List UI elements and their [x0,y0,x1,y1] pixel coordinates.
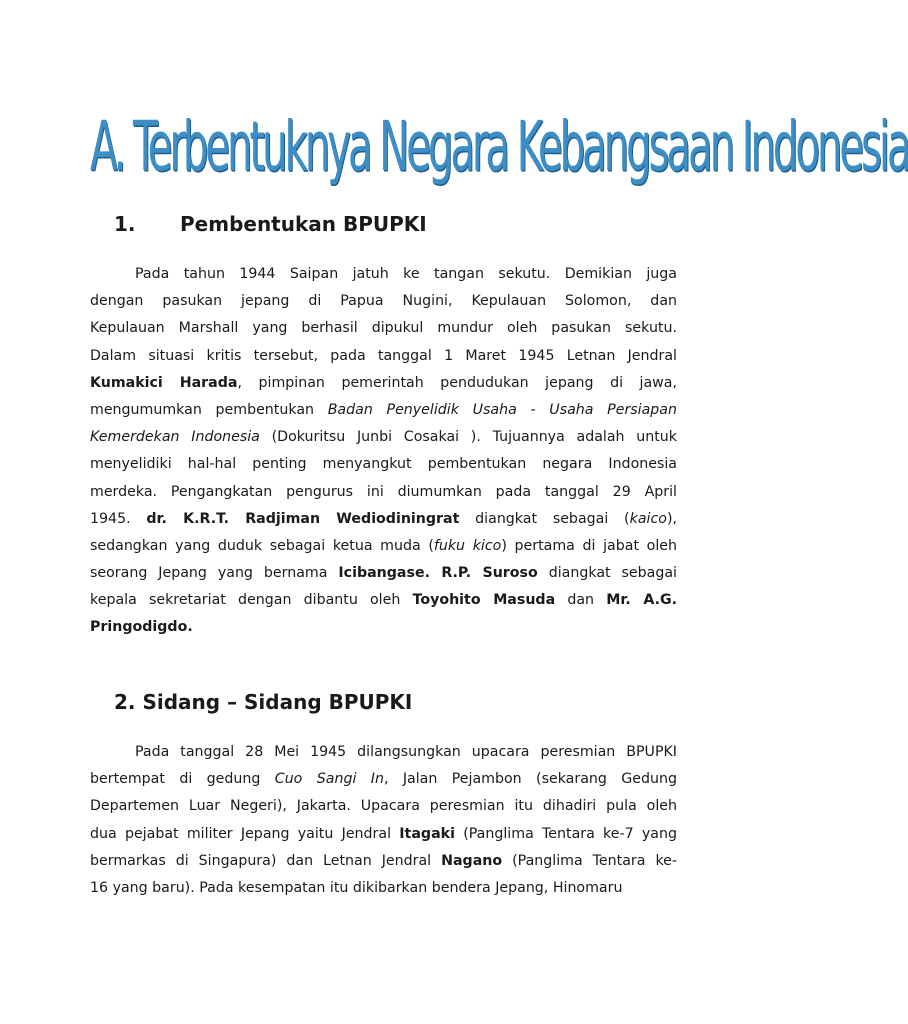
text-run: Kepulauan Marshall yang berhasil dipukul mundur oleh pasukan sekutu. [90,320,677,337]
paragraph-line [90,560,677,587]
text-run: 1945. [90,510,147,527]
text-run: bermarkas di Singapura) dan Letnan Jendral [90,852,442,869]
text-run: bertempat di gedung [90,771,275,788]
paragraph-line [90,875,677,902]
section-1-paragraph [90,261,677,642]
text-run: Dalam situasi kritis tersebut, pada tanggal 1 Maret 1945 Letnan Jendral [90,347,677,364]
text-run: Departemen Luar Negeri), Jakarta. Upacara peresmian itu dihadiri pula oleh [90,798,677,815]
bold-text: Nagano [441,852,503,869]
text-run: sedangkan yang duduk sebagai ketua muda ( [90,537,434,554]
text-run: (Panglima Tentara ke-7 yang [454,825,677,842]
italic-text: kaico [629,510,667,527]
paragraph-line [90,739,677,766]
section-2-paragraph [90,739,677,902]
bold-text: Icibangase. R.P. Suroso [338,565,538,582]
text-run: (Dokuritsu Junbi Cosakai ). Tujuannya adalah untuk [259,429,677,446]
paragraph-line [90,848,677,875]
paragraph-line [90,288,677,315]
text-run: dengan pasukan jepang di Papua Nugini, Kepulauan Solomon, dan [90,293,677,310]
section-1-title: Pembentukan BPUPKI [180,212,427,236]
paragraph-line [90,821,677,848]
bold-text: Kumakici Harada [90,374,238,391]
text-run: ), [666,510,677,527]
italic-text: fuku kico [433,537,502,554]
text-run: dan [555,592,607,609]
paragraph-line [90,343,677,370]
text-run: ) pertama di jabat oleh [501,537,677,554]
paragraph-line [90,766,677,793]
section-1-number: 1. [114,212,136,236]
paragraph-line [90,424,677,451]
paragraph-line [90,533,677,560]
paragraph-line [90,370,677,397]
paragraph-line [90,315,677,342]
bold-text: Pringodigdo. [90,619,193,636]
text-run: Pada tahun 1944 Saipan jatuh ke tangan sekutu. Demikian juga [135,266,677,282]
text-run: mengumumkan pembentukan [90,401,328,418]
paragraph-line [90,261,677,288]
bold-text: dr. K.R.T. Radjiman Wediodiningrat [146,510,460,527]
text-run: Pada tanggal 28 Mei 1945 dilangsungkan upacara peresmian BPUPKI [135,744,677,760]
bold-text: Toyohito Masuda [412,592,556,609]
page-title: A. Terbentuknya Negara Kebangsaan Indonesia [90,108,908,188]
text-run: diangkat sebagai ( [459,510,630,527]
bold-text: Itagaki [399,825,455,842]
section-2-heading: 2. Sidang – Sidang BPUPKI [114,690,413,714]
bold-text: Mr. A.G. [606,592,677,609]
text-run: kepala sekretariat dengan dibantu oleh [90,592,413,609]
text-run: 16 yang baru). Pada kesempatan itu dikibarkan bendera Jepang, Hinomaru [90,879,623,896]
text-run: merdeka. Pengangkatan pengurus ini diumumkan pada tanggal 29 April [90,483,677,500]
italic-text: Cuo Sangi In [274,771,384,788]
paragraph-line [90,587,677,614]
section-1-heading [114,212,427,236]
paragraph-line [90,397,677,424]
text-run: (Panglima Tentara ke- [502,852,677,869]
paragraph-line [90,506,677,533]
paragraph-line [90,451,677,478]
italic-text: Badan Penyelidik Usaha - Usaha Persiapan [327,401,677,418]
text-run: , pimpinan pemerintah pendudukan jepang di jawa, [237,374,677,391]
paragraph-line [90,793,677,820]
text-run: diangkat sebagai [537,565,677,582]
italic-text: Kemerdekan Indonesia [90,429,260,446]
text-run: menyelidiki hal-hal penting menyangkut pembentukan negara Indonesia [90,456,677,473]
text-run: , Jalan Pejambon (sekarang Gedung [383,771,677,788]
text-run: dua pejabat militer Jepang yaitu Jendral [90,825,400,842]
text-run: seorang Jepang yang bernama [90,565,339,582]
paragraph-line [90,479,677,506]
paragraph-line [90,614,677,641]
